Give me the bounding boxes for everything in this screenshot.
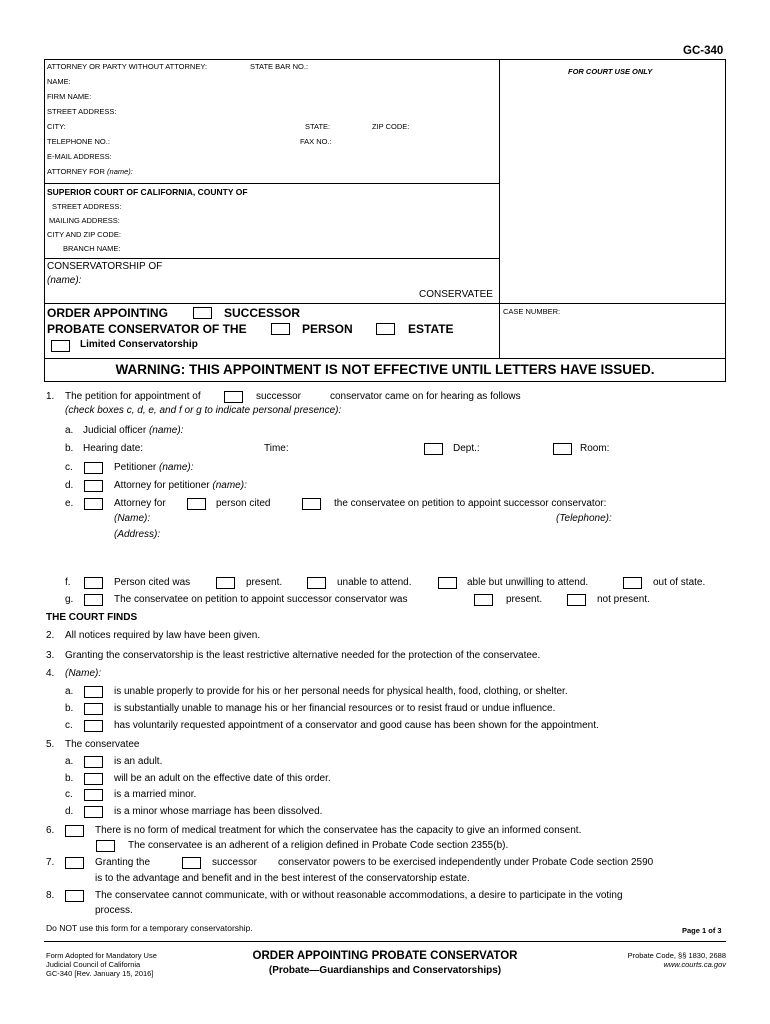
court-title: SUPERIOR COURT OF CALIFORNIA, COUNTY OF xyxy=(47,187,248,197)
room-checkbox[interactable] xyxy=(553,443,572,455)
time-label: Time: xyxy=(264,443,289,454)
dept-label: Dept.: xyxy=(453,443,480,454)
petitioner-name: (name): xyxy=(159,462,194,473)
item4a-text: is unable properly to provide for his or her personal needs for physical health, food, clothing, or shelter. xyxy=(114,686,568,697)
e-address-label: (Address): xyxy=(114,529,161,540)
caption-divider xyxy=(499,59,500,359)
footer-adopted: Form Adopted for Mandatory Use xyxy=(46,951,157,960)
court-city: CITY AND ZIP CODE: xyxy=(47,230,121,239)
item6-num: 6. xyxy=(46,825,55,836)
item6-sub: The conservatee is an adherent of a religion defined in Probate Code section 2355(b). xyxy=(128,840,509,851)
item7-granting: Granting the xyxy=(95,857,151,868)
title-limited: Limited Conservatorship xyxy=(80,339,198,350)
item1a-label: a. xyxy=(65,425,74,436)
item5b-text: will be an adult on the effective date of this order. xyxy=(114,773,331,784)
footer-subtitle: (Probate—Guardianships and Conservatorships) xyxy=(268,965,502,976)
conservatee-was-checkbox[interactable] xyxy=(84,594,103,606)
attorney-for-checkbox[interactable] xyxy=(84,498,103,510)
conservatee-petition-label: the conservatee on petition to appoint successor conservator: xyxy=(334,498,607,509)
form-id: GC-340 xyxy=(683,45,724,57)
f-unable-checkbox[interactable] xyxy=(307,577,326,589)
item7-num: 7. xyxy=(46,857,55,868)
e-name-label: (Name): xyxy=(114,513,151,524)
f-unwilling-checkbox[interactable] xyxy=(438,577,457,589)
title-line2: PROBATE CONSERVATOR OF THE xyxy=(47,322,247,336)
g-present-checkbox[interactable] xyxy=(474,594,493,606)
judicial-officer-name: (name): xyxy=(148,425,184,436)
item5d-label: d. xyxy=(65,806,74,817)
item2-text: All notices required by law have been given. xyxy=(65,630,261,641)
street-label: STREET ADDRESS: xyxy=(47,107,117,116)
item7-text: conservator powers to be exercised independently under Probate Code section 2590 xyxy=(278,857,654,868)
warning-text: WARNING: THIS APPOINTMENT IS NOT EFFECTIVE UNTIL LETTERS HAVE ISSUED. xyxy=(115,362,655,377)
petitioner-label xyxy=(114,462,193,473)
footer-website[interactable]: www.courts.ca.gov xyxy=(663,960,726,969)
item6-checkbox[interactable] xyxy=(65,825,84,837)
item4a-label: a. xyxy=(65,686,74,697)
item1d-label: d. xyxy=(65,480,74,491)
g-present-label: present. xyxy=(506,594,543,605)
city-label: CITY: xyxy=(47,122,66,131)
conservatee-was-label: The conservatee on petition to appoint successor conservator was xyxy=(114,594,408,605)
for-court-use: FOR COURT USE ONLY xyxy=(568,67,653,76)
attorney-for-name: (name): xyxy=(107,167,133,176)
conservatorship-of: CONSERVATORSHIP OF xyxy=(47,261,163,272)
footer-code: Probate Code, §§ 1830, 2688 xyxy=(627,951,726,960)
item8-checkbox[interactable] xyxy=(65,890,84,902)
item7-checkbox[interactable] xyxy=(65,857,84,869)
item1-text-b: successor xyxy=(256,391,302,402)
footer-council: Judicial Council of California xyxy=(46,960,141,969)
petitioner-checkbox[interactable] xyxy=(84,462,103,474)
judicial-officer-label xyxy=(83,425,183,436)
court-branch: BRANCH NAME: xyxy=(63,244,121,253)
f-present-label: present. xyxy=(246,577,283,588)
conservatee-label: CONSERVATEE xyxy=(419,289,493,300)
item1-note: (check boxes c, d, e, and f or g to indicate personal presence): xyxy=(65,405,342,416)
item8-text: The conservatee cannot communicate, with or without reasonable accommodations, a desire to participate in the voting xyxy=(95,890,623,901)
item8-text2: process. xyxy=(95,905,133,916)
temporary-note: Do NOT use this form for a temporary conservatorship. xyxy=(46,923,253,933)
f-out-of-state-checkbox[interactable] xyxy=(623,577,642,589)
f-unable-label: unable to attend. xyxy=(337,577,412,588)
item2-num: 2. xyxy=(46,630,55,641)
item8-num: 8. xyxy=(46,890,55,901)
person-cited-checkbox[interactable] xyxy=(187,498,206,510)
name-label: NAME: xyxy=(47,77,71,86)
item1e-label: e. xyxy=(65,498,74,509)
item3-num: 3. xyxy=(46,650,55,661)
item7-text2: is to the advantage and benefit and in the best interest of the conservatorship estate. xyxy=(95,873,470,884)
conservatee-petition-checkbox[interactable] xyxy=(302,498,321,510)
item6-religion-checkbox[interactable] xyxy=(96,840,115,852)
item5a-text: is an adult. xyxy=(114,756,163,767)
attorney-petitioner-label xyxy=(114,480,247,491)
item5a-label: a. xyxy=(65,756,74,767)
title-order: ORDER APPOINTING xyxy=(47,306,168,320)
title-person: PERSON xyxy=(302,322,353,336)
item4b-checkbox[interactable] xyxy=(84,703,103,715)
petitioner-text: Petitioner xyxy=(114,462,157,473)
item5c-text: is a married minor. xyxy=(114,789,197,800)
item4a-checkbox[interactable] xyxy=(84,686,103,698)
item4-name: (Name): xyxy=(65,668,102,679)
item1g-label: g. xyxy=(65,594,74,605)
conservatee-name-label: (name): xyxy=(47,275,82,286)
page-number: Page 1 of 3 xyxy=(682,926,722,935)
limited-checkbox[interactable] xyxy=(51,340,70,352)
person-cited-was-label: Person cited was xyxy=(114,577,191,588)
item1-text-a: The petition for appointment of xyxy=(65,391,201,402)
item1f-label: f. xyxy=(65,577,71,588)
item1b-label: b. xyxy=(65,443,74,454)
item1-num: 1. xyxy=(46,391,55,402)
court-street: STREET ADDRESS: xyxy=(52,202,122,211)
item5b-label: b. xyxy=(65,773,74,784)
court-finds: THE COURT FINDS xyxy=(46,612,138,623)
person-cited-was-checkbox[interactable] xyxy=(84,577,103,589)
state-bar-label: STATE BAR NO.: xyxy=(250,62,309,71)
e-telephone-label: (Telephone): xyxy=(556,513,612,524)
attorney-for-text: ATTORNEY FOR xyxy=(47,167,105,176)
court-mailing: MAILING ADDRESS: xyxy=(49,216,120,225)
attorney-for-label xyxy=(47,167,133,176)
attorney-header: ATTORNEY OR PARTY WITHOUT ATTORNEY: xyxy=(47,62,208,71)
state-label: STATE: xyxy=(305,122,331,131)
f-unwilling-label: able but unwilling to attend. xyxy=(467,577,589,588)
item4b-text: is substantially unable to manage his or her financial resources or to resist fraud or undue influence. xyxy=(114,703,556,714)
item5d-text: is a minor whose marriage has been dissolved. xyxy=(114,806,323,817)
fax-label: FAX NO.: xyxy=(300,137,332,146)
dept-checkbox[interactable] xyxy=(424,443,443,455)
f-out-of-state-label: out of state. xyxy=(653,577,706,588)
case-number-label: CASE NUMBER: xyxy=(503,307,561,316)
item5c-checkbox[interactable] xyxy=(84,789,103,801)
zip-label: ZIP CODE: xyxy=(372,122,410,131)
item1-text-c: conservator came on for hearing as follows xyxy=(330,391,521,402)
attorney-petitioner-name: (name): xyxy=(212,480,247,491)
footer-rev: GC-340 [Rev. January 15, 2016] xyxy=(46,969,154,978)
g-not-present-checkbox[interactable] xyxy=(567,594,586,606)
footer-title: ORDER APPOINTING PROBATE CONSERVATOR xyxy=(252,950,518,962)
item5d-checkbox[interactable] xyxy=(84,806,103,818)
room-label: Room: xyxy=(580,443,610,454)
item4-num: 4. xyxy=(46,668,55,679)
item4b-label: b. xyxy=(65,703,74,714)
item5b-checkbox[interactable] xyxy=(84,773,103,785)
person-cited-label: person cited xyxy=(216,498,271,509)
item7-successor-checkbox[interactable] xyxy=(182,857,201,869)
hearing-date-label: Hearing date: xyxy=(83,443,144,454)
estate-checkbox[interactable] xyxy=(376,323,395,335)
item3-text: Granting the conservatorship is the least restrictive alternative needed for the protection of the conservatee. xyxy=(65,650,541,661)
item5-num: 5. xyxy=(46,739,55,750)
attorney-petitioner-text: Attorney for petitioner xyxy=(114,480,210,491)
title-successor: SUCCESSOR xyxy=(224,306,301,320)
title-estate: ESTATE xyxy=(408,322,454,336)
successor-checkbox[interactable] xyxy=(193,307,212,319)
telephone-label: TELEPHONE NO.: xyxy=(47,137,110,146)
item7-successor: successor xyxy=(212,857,258,868)
attorney-petitioner-checkbox[interactable] xyxy=(84,480,103,492)
item4c-checkbox[interactable] xyxy=(84,720,103,732)
item5-text: The conservatee xyxy=(65,739,140,750)
item6-text: There is no form of medical treatment for which the conservatee has the capacity to give an informed consent. xyxy=(95,825,582,836)
item4c-label: c. xyxy=(65,720,73,731)
item1-successor-checkbox[interactable] xyxy=(224,391,243,403)
email-label: E-MAIL ADDRESS: xyxy=(47,152,112,161)
f-present-checkbox[interactable] xyxy=(216,577,235,589)
item1c-label: c. xyxy=(65,462,73,473)
item5a-checkbox[interactable] xyxy=(84,756,103,768)
g-not-present-label: not present. xyxy=(597,594,650,605)
item4c-text: has voluntarily requested appointment of a conservator and good cause has been shown for the appointment. xyxy=(114,720,599,731)
attorney-for-text-1e: Attorney for xyxy=(114,498,166,509)
person-checkbox[interactable] xyxy=(271,323,290,335)
item5c-label: c. xyxy=(65,789,73,800)
firm-name-label: FIRM NAME: xyxy=(47,92,92,101)
judicial-officer-text: Judicial officer xyxy=(83,425,147,436)
